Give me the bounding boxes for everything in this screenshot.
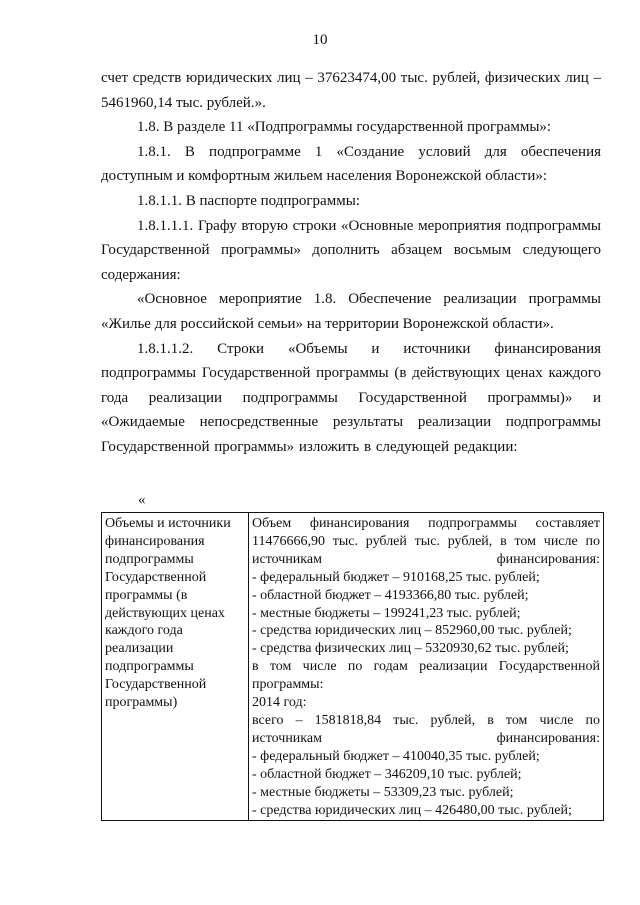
table-line: в том числе по годам реализации Государственной программы: xyxy=(252,659,600,693)
table-line: - средства юридических лиц – 426480,00 тыс. рублей; xyxy=(252,802,572,818)
paragraph-main-activities: 1.8.1.1.1. Графу вторую строки «Основные мероприятия подпрограммы Государственной программы» дополнить абзацем восьмым следующего содержания: xyxy=(101,217,601,283)
document-body xyxy=(101,66,601,460)
table-line: - средства физических лиц – 5320930,62 тыс. рублей; xyxy=(252,641,569,657)
paragraph-section-11: 1.8. В разделе 11 «Подпрограммы государственной программы»: xyxy=(137,119,552,136)
table-line: - местные бюджеты – 199241,23 тыс. рублей; xyxy=(252,605,521,621)
page-number: 10 xyxy=(312,32,328,48)
table-line: - федеральный бюджет – 410040,35 тыс. рублей; xyxy=(252,748,540,764)
paragraph-funding-rows: 1.8.1.1.2. Строки «Объемы и источники финансирования подпрограммы Государственной программы (в действующих ценах каждого года реализации подпрограммы Государственной программы)» и «Ожидаемые непосредственные результаты реализации подпрограммы Государственной программы» изложить в следующей редакции: xyxy=(101,340,601,455)
paragraph-passport: 1.8.1.1. В паспорте подпрограммы: xyxy=(137,192,360,209)
table-line: - федеральный бюджет – 910168,25 тыс. рублей; xyxy=(252,569,540,585)
table-line: всего – 1581818,84 тыс. рублей, в том числе по источникам финансирования: xyxy=(252,712,600,746)
table-line: - областной бюджет – 4193366,80 тыс. рублей; xyxy=(252,587,529,603)
opening-quote: « xyxy=(138,492,146,508)
passport-table xyxy=(101,512,604,821)
table-line: - средства юридических лиц – 852960,00 тыс. рублей; xyxy=(252,623,572,639)
paragraph-funding-summary: счет средств юридических лиц – 37623474,00 тыс. рублей, физических лиц – 5461960,14 тыс. рублей.». xyxy=(101,70,601,111)
table-value-cell xyxy=(249,513,604,821)
table-line: - местные бюджеты – 53309,23 тыс. рублей; xyxy=(252,784,514,800)
paragraph-activity-1-8: «Основное мероприятие 1.8. Обеспечение реализации программы «Жилье для российской семьи» на территории Воронежской области». xyxy=(101,291,601,332)
table-line: - областной бюджет – 346209,10 тыс. рублей; xyxy=(252,766,522,782)
table-line: Объем финансирования подпрограммы составляет 11476666,90 тыс. рублей тыс. рублей, в том числе по источникам финансирования: xyxy=(252,516,600,567)
table-row xyxy=(102,513,604,821)
table-label-cell: Объемы и источники финансирования подпрограммы Государственной программы (в действующих ценах каждого года реализации подпрограммы Государственной программы) xyxy=(102,513,249,821)
table-line: 2014 год: xyxy=(252,695,307,711)
paragraph-subprogram-1: 1.8.1. В подпрограмме 1 «Создание условий для обеспечения доступным и комфортным жильем населения Воронежской области»: xyxy=(101,143,601,185)
